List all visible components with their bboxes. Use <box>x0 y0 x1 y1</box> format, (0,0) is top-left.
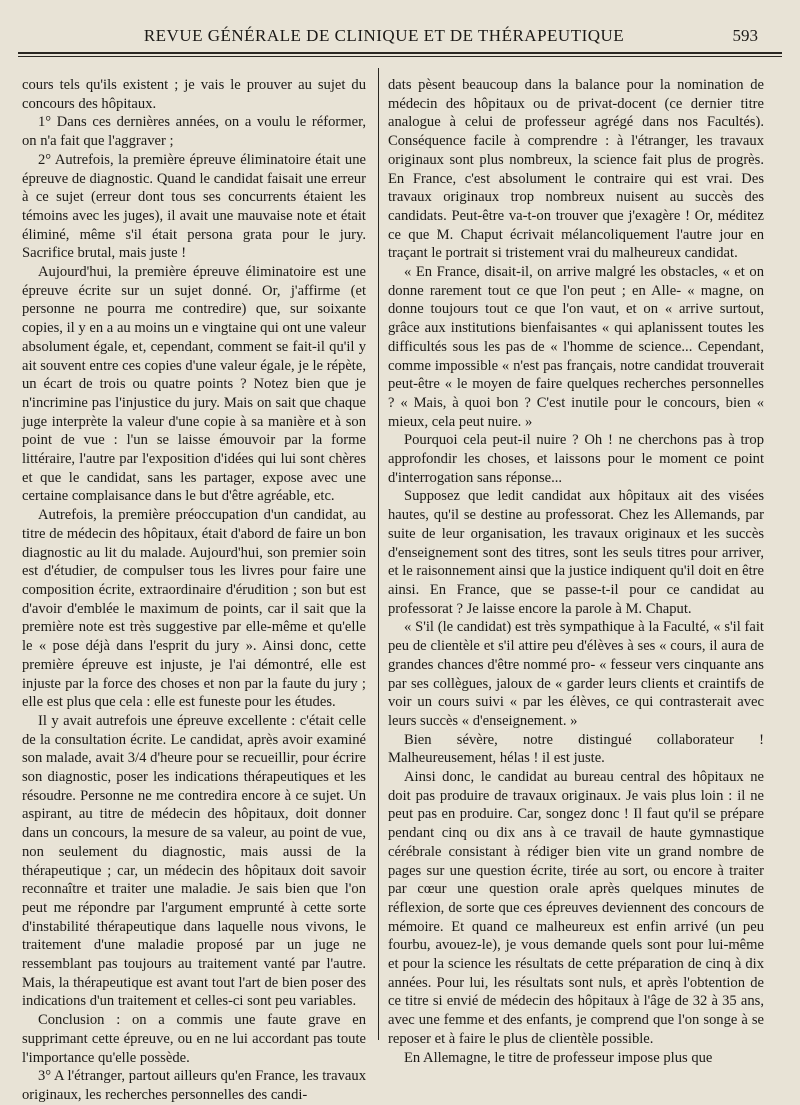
header-rule-thin <box>18 56 782 57</box>
paragraph: Autrefois, la première préoccupation d'un candidat, au titre de médecin des hôpitaux, était d'abord de faire un bon diagnostic au lit du malade. Aujourd'hui, son premier soin est d'étudier, de compulser tous les livres pour faire une composition écrite, extraordinaire d'érudition ; son but est d'avoir d'emblée le maximum de points, car il sait que la première note est très suggestive par elle-même et qu'elle le « pose déjà dans l'esprit du jury ». Ainsi donc, cette première épreuve est injuste, je l'ai démontré, elle est injuste par la force des choses et non par la faute du jury ; elle est plus que cela : elle est funeste pour les études. <box>22 507 366 711</box>
paragraph: Aujourd'hui, la première épreuve éliminatoire est une épreuve écrite sur un sujet donné. Or, j'affirme (et personne ne pourra me contredire) que, sur soixante copies, il y en a au moins un e vingtaine qui ont une valeur absolument égale, et, cependant, comment se fait-il qu'il y ait souvent entre ces copies d'une valeur égale, je le répète, un écart de trois ou quatre points ? Notez bien que je n'incrimine pas l'injustice du jury. Mais on sait que chaque juge interprète la valeur d'une copie à sa manière et à son point de vue : l'un se laisse émouvoir par la forme littéraire, l'autre par l'exposition d'idées qui lui sont chères et que le candidat, sans les partager, expose avec une certaine complaisance dans le but d'être agréable, etc. <box>22 264 366 505</box>
paragraph: 3° A l'étranger, partout ailleurs qu'en France, les travaux originaux, les recherches personnelles des candi- <box>22 1068 366 1103</box>
paragraph: Pourquoi cela peut-il nuire ? Oh ! ne cherchons pas à trop approfondir les choses, et laissons pour le moment ce point d'interrogation sans réponse... <box>388 432 764 486</box>
paragraph: dats pèsent beaucoup dans la balance pour la nomination de médecin des hôpitaux ou de privat-docent (ce dernier titre analogue à celui de professeur agrégé dans nos Facultés). Conséquence facile à comprendre : à l'étranger, les travaux originaux sont plus nombreux, la science fait plus de progrès. En France, c'est absolument le contraire qui est vrai. Des travaux originaux trop nombreux nuisent au succès des candidats. Peut-être va-t-on trouver que j'exagère ! Or, méditez ce que M. Chaput écrivait mélancoliquement l'autre jour en traçant le portrait si tristement vrai du malheureux candidat. <box>388 77 764 262</box>
paragraph: Il y avait autrefois une épreuve excellente : c'était celle de la consultation écrite. Le candidat, après avoir examiné son malade, avait 3/4 d'heure pour se recueillir, pour écrire son diagnostic, poser les indications thérapeutiques et les résoudre. Personne ne me contredira encore à ce sujet. Un aspirant, au titre de médecin des hôpitaux, doit donner dans un concours, la mesure de sa valeur, au point de vue, non seulement du diagnostic, mais aussi de la thérapeutique ; car, un médecin des hôpitaux doit savoir reconnaître et traiter une maladie. Je sais bien que l'on peut me répondre par l'argument emprunté à cette sorte d'instabilité thérapeutique dans laquelle nous vivons, le traitement d'une maladie proposé par un juge ne ressemblant pas toujours au traitement vanté par l'autre. Mais, la thérapeutique est avant tout l'art de bien poser des indications d'un traitement et celles-ci sont peu variables. <box>22 712 366 1010</box>
right-column <box>388 76 764 1067</box>
quotation: « S'il (le candidat) est très sympathique à la Faculté, « s'il fait peu de clientèle et s'il attire peu d'élèves à ses « cours, il aura de grandes chances d'être nommé pro- « fesseur vers cinquante ans par ses collègues, jaloux de « garder leurs clients et craintifs de voir un cours suivi « par les élèves, ce qui contrasterait avec leurs succès « d'enseignement. » <box>388 619 764 729</box>
paragraph: 2° Autrefois, la première épreuve éliminatoire était une épreuve de diagnostic. Quand le candidat faisait une erreur à ce sujet (erreur dont tous ses concurrents étaient les témoins avec les juges), il avait une mauvaise note et était éliminé, même s'il était persona grata pour le jury. Sacrifice brutal, mais juste ! <box>22 151 366 262</box>
paragraph: Bien sévère, notre distingué collaborateur ! Malheureusement, hélas ! il est juste. <box>388 731 764 767</box>
paragraph: En Allemagne, le titre de professeur impose plus que <box>404 1049 713 1066</box>
left-column <box>22 76 366 1105</box>
paragraph: cours tels qu'ils existent ; je vais le prouver au sujet du concours des hôpitaux. <box>22 77 366 112</box>
paragraph: Conclusion : on a commis une faute grave en supprimant cette épreuve, ou en ne lui accordant pas toute l'importance qu'elle possède. <box>22 1012 366 1066</box>
column-separator <box>378 68 379 1040</box>
paragraph: Ainsi donc, le candidat au bureau central des hôpitaux ne doit pas produire de travaux originaux. Je vais plus loin : il ne peut pas en produire. Car, songez donc ! Il faut qu'il se prépare pendant cinq ou dix ans à ce travail de haute gymnastique cérébrale consistant à rédiger bien vite un grand nombre de pages sur une question écrite, tirée au sort, ou encore à traiter par cœur une question orale après quelques minutes de réflexion, de sorte que ces épreuves deviennent des concours de mémoire. Et quand ce malheureux est enfin arrivé (un peu fourbu, avouez-le), je vous demande quels sont pour lui-même et pour la science les résultats de cette préparation de cinq à dix années. Pour lui, les résultats sont nuls, et après l'obtention de ce titre si envié de médecin des hôpitaux à l'âge de 32 à 35 ans, avec une femme et des enfants, je comprend que l'on songe à se reposer et à faire le plus de clientèle possible. <box>388 769 764 1047</box>
paragraph: Supposez que ledit candidat aux hôpitaux ait des visées hautes, qu'il se destine au professorat. Chez les Allemands, par suite de leur organisation, les travaux originaux et les succès d'enseignement sont des titres, sont les seuls titres pour arriver, et le raisonnement ainsi que la justice indiquent qu'il doit en être ainsi. En France, que se passe-t-il pour ce candidat au professorat ? Je laisse encore la parole à M. Chaput. <box>388 488 764 617</box>
running-header <box>14 22 786 48</box>
journal-title: REVUE GÉNÉRALE DE CLINIQUE ET DE THÉRAPEUTIQUE <box>143 26 625 45</box>
header-rule-thick <box>18 52 782 54</box>
quotation: « En France, disait-il, on arrive malgré les obstacles, « et on donne rarement tout ce que l'on peut ; en Alle- « magne, on donne toujours tout ce que l'on vaut, et on « arrive surtout, grâce aux institutions bienfaisantes « qui aplanissent toutes les difficultés sous les pas de « l'homme de science... Cependant, comme impossible « n'est pas français, notre candidat trouverait peut-être « le moyen de faire quelques recherches personnelles ? « Mais, à quoi bon ? C'est inutile pour le concours, bien « mieux, cela peut nuire. » <box>388 264 764 430</box>
paragraph: 1° Dans ces dernières années, on a voulu le réformer, on n'a fait que l'aggraver ; <box>22 114 366 150</box>
page-number: 593 <box>732 26 758 45</box>
